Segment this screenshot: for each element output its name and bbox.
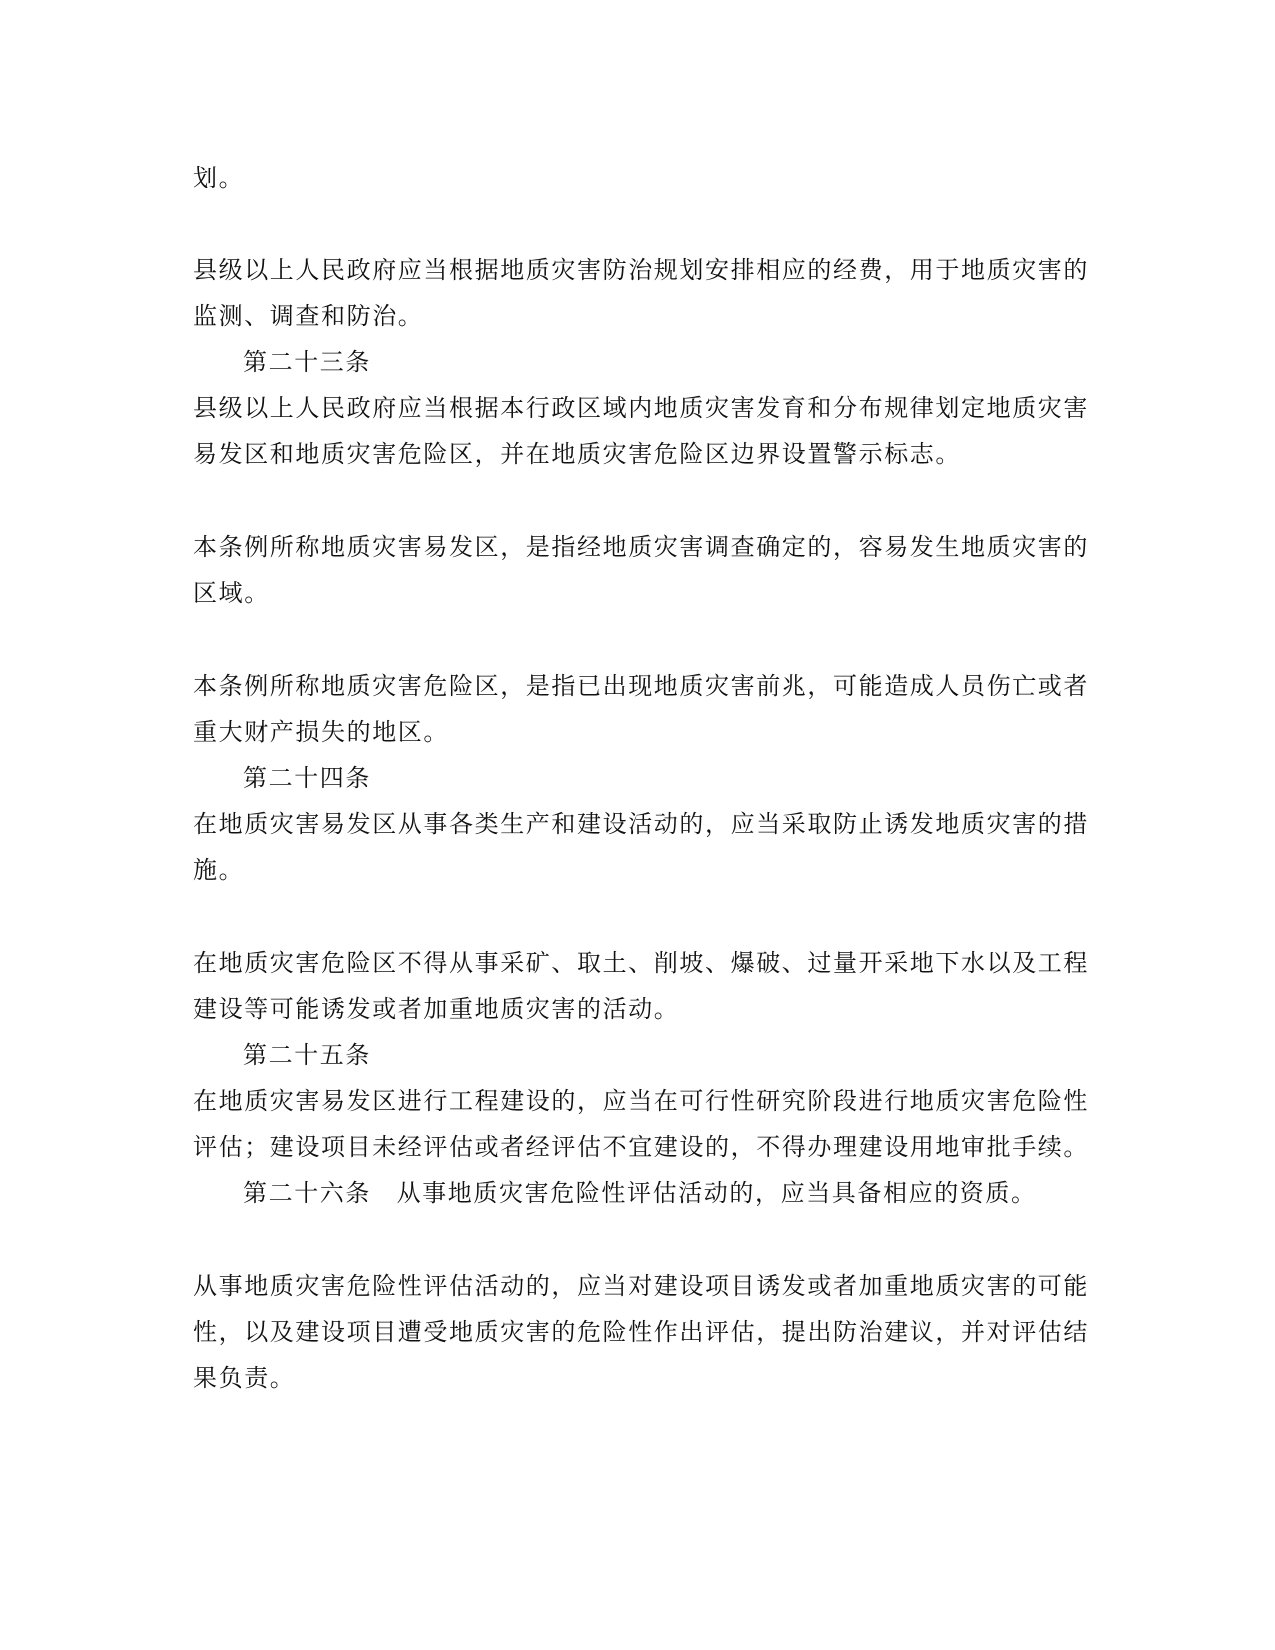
article-heading: 第二十四条 xyxy=(243,764,371,792)
text-line: 在地质灾害易发区从事各类生产和建设活动的，应当采取防止诱发地质灾害的措 xyxy=(193,810,1089,838)
text-line: 评估；建设项目未经评估或者经评估不宜建设的，不得办理建设用地审批手续。 xyxy=(193,1133,1089,1161)
article-heading: 第二十三条 xyxy=(243,348,371,376)
text-line: 划。 xyxy=(193,164,245,192)
text-line: 本条例所称地质灾害危险区，是指已出现地质灾害前兆，可能造成人员伤亡或者 xyxy=(193,672,1089,700)
text-line: 易发区和地质灾害危险区，并在地质灾害危险区边界设置警示标志。 xyxy=(193,440,961,468)
text-line: 果负责。 xyxy=(193,1364,296,1392)
text-line: 本条例所称地质灾害易发区，是指经地质灾害调查确定的，容易发生地质灾害的 xyxy=(193,533,1089,561)
text-line: 建设等可能诱发或者加重地质灾害的活动。 xyxy=(193,995,680,1023)
text-line: 施。 xyxy=(193,856,245,884)
article-heading: 第二十五条 xyxy=(243,1041,371,1069)
text-line: 重大财产损失的地区。 xyxy=(193,718,449,746)
text-line: 区域。 xyxy=(193,579,270,607)
article-line: 第二十六条 从事地质灾害危险性评估活动的，应当具备相应的资质。 xyxy=(243,1179,1037,1207)
text-line: 县级以上人民政府应当根据地质灾害防治规划安排相应的经费，用于地质灾害的 xyxy=(193,256,1089,284)
text-line: 县级以上人民政府应当根据本行政区域内地质灾害发育和分布规律划定地质灾害 xyxy=(193,394,1089,422)
text-line: 监测、调查和防治。 xyxy=(193,302,424,330)
text-line: 在地质灾害易发区进行工程建设的，应当在可行性研究阶段进行地质灾害危险性 xyxy=(193,1087,1089,1115)
text-line: 在地质灾害危险区不得从事采矿、取土、削坡、爆破、过量开采地下水以及工程 xyxy=(193,949,1089,977)
text-line: 从事地质灾害危险性评估活动的，应当对建设项目诱发或者加重地质灾害的可能 xyxy=(193,1272,1089,1300)
text-line: 性，以及建设项目遭受地质灾害的危险性作出评估，提出防治建议，并对评估结 xyxy=(193,1318,1089,1346)
